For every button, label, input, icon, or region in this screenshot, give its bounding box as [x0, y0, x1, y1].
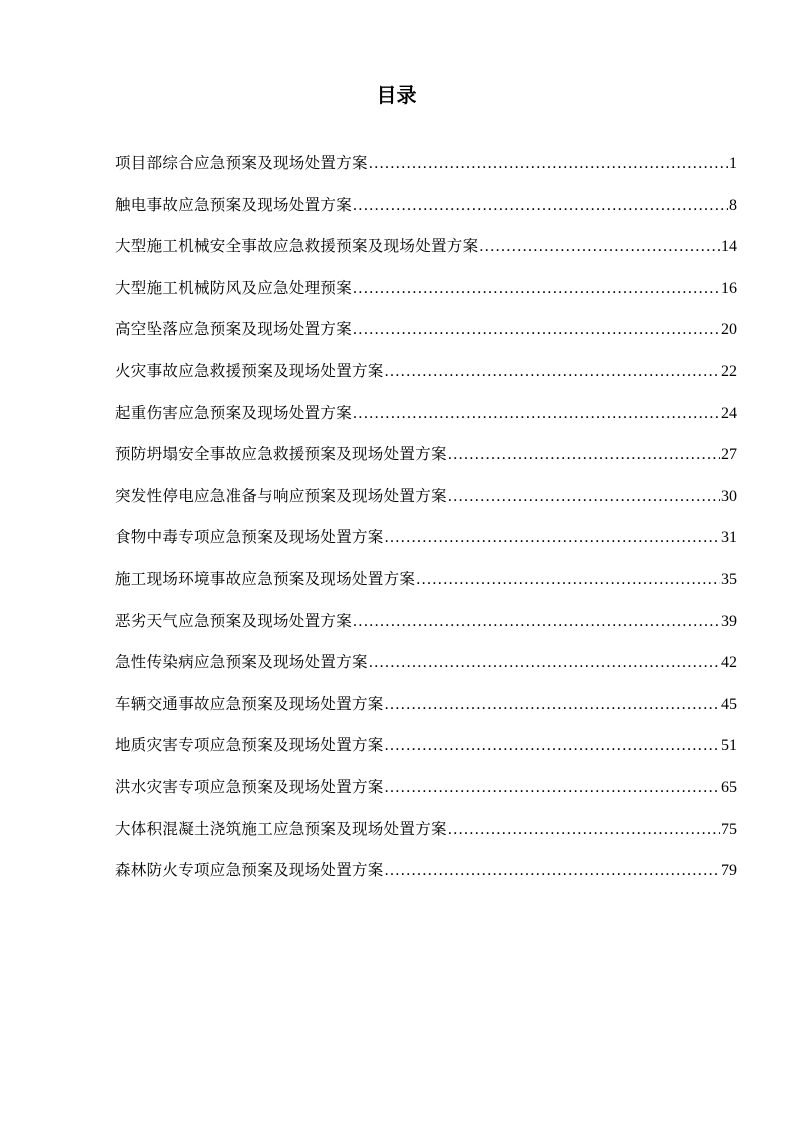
toc-leader-dots — [385, 733, 720, 759]
toc-entry-page: 65 — [721, 778, 737, 796]
toc-entry-label: 车辆交通事故应急预案及现场处置方案 — [115, 694, 384, 713]
toc-entry-page: 31 — [721, 529, 737, 547]
toc-leader-dots — [416, 567, 720, 593]
toc-entry-page: 30 — [721, 487, 737, 505]
toc-leader-dots — [448, 484, 720, 510]
toc-entry-label: 大体积混凝土浇筑施工应急预案及现场处置方案 — [115, 819, 447, 838]
toc-leader-dots — [353, 193, 728, 219]
toc-entry[interactable] — [115, 400, 737, 442]
toc-entry[interactable] — [115, 732, 737, 774]
toc-leader-dots — [385, 692, 720, 718]
toc-entry[interactable] — [115, 275, 737, 317]
toc-leader-dots — [479, 234, 720, 260]
toc-entry-label: 突发性停电应急准备与响应预案及现场处置方案 — [115, 486, 447, 505]
toc-leader-dots — [353, 317, 720, 343]
toc-entry-page: 51 — [721, 737, 737, 755]
toc-entry[interactable] — [115, 691, 737, 733]
toc-entry-label: 项目部综合应急预案及现场处置方案 — [115, 154, 368, 172]
toc-leader-dots — [385, 858, 720, 884]
toc-entry-page: 39 — [721, 612, 737, 630]
toc-entry-label: 施工现场环境事故应急预案及现场处置方案 — [115, 569, 416, 588]
toc-entry[interactable] — [115, 441, 737, 483]
toc-entry-label: 大型施工机械安全事故应急救援预案及现场处置方案 — [115, 237, 479, 256]
toc-leader-dots — [385, 525, 720, 551]
toc-entry-label: 恶劣天气应急预案及现场处置方案 — [115, 611, 353, 630]
toc-entry-label: 火灾事故应急救援预案及现场处置方案 — [115, 361, 384, 380]
toc-entry[interactable] — [115, 233, 737, 275]
toc-entry-page: 27 — [721, 446, 737, 464]
toc-entry-page: 75 — [721, 820, 737, 838]
toc-entry[interactable] — [115, 150, 737, 192]
toc-leader-dots — [353, 401, 720, 427]
toc-entry[interactable] — [115, 524, 737, 566]
toc-leader-dots — [369, 151, 728, 177]
toc-entry-label: 触电事故应急预案及现场处置方案 — [115, 195, 353, 214]
table-of-contents — [115, 150, 737, 899]
toc-entry-page: 42 — [721, 654, 737, 672]
toc-entry-page: 45 — [721, 695, 737, 713]
toc-leader-dots — [385, 359, 720, 385]
toc-entry[interactable] — [115, 608, 737, 650]
toc-entry[interactable] — [115, 358, 737, 400]
toc-entry[interactable] — [115, 816, 737, 858]
toc-leader-dots — [353, 276, 720, 302]
toc-entry-page: 79 — [721, 862, 737, 880]
toc-entry-label: 食物中毒专项应急预案及现场处置方案 — [115, 528, 384, 547]
toc-leader-dots — [448, 817, 720, 843]
toc-entry[interactable] — [115, 483, 737, 525]
toc-entry-label: 大型施工机械防风及应急处理预案 — [115, 278, 353, 297]
toc-entry[interactable] — [115, 774, 737, 816]
toc-entry-label: 高空坠落应急预案及现场处置方案 — [115, 320, 353, 339]
toc-entry-page: 16 — [721, 279, 737, 297]
toc-leader-dots — [448, 442, 720, 468]
toc-entry-page: 24 — [721, 404, 737, 422]
toc-entry[interactable] — [115, 566, 737, 608]
toc-entry-label: 急性传染病应急预案及现场处置方案 — [115, 653, 368, 672]
toc-entry-page: 8 — [729, 196, 737, 214]
toc-leader-dots — [369, 650, 720, 676]
toc-entry-label: 森林防火专项应急预案及现场处置方案 — [115, 861, 384, 880]
toc-entry[interactable] — [115, 192, 737, 234]
toc-entry[interactable] — [115, 316, 737, 358]
toc-leader-dots — [353, 609, 720, 635]
toc-entry-page: 35 — [721, 570, 737, 588]
toc-entry-label: 地质灾害专项应急预案及现场处置方案 — [115, 736, 384, 755]
toc-entry-label: 预防坍塌安全事故应急救援预案及现场处置方案 — [115, 445, 447, 464]
toc-leader-dots — [385, 775, 720, 801]
toc-entry-page: 1 — [729, 155, 737, 172]
toc-entry-page: 22 — [721, 362, 737, 380]
toc-entry-page: 14 — [721, 238, 737, 256]
toc-entry-label: 洪水灾害专项应急预案及现场处置方案 — [115, 777, 384, 796]
toc-entry[interactable] — [115, 649, 737, 691]
toc-entry-page: 20 — [721, 321, 737, 339]
toc-entry[interactable] — [115, 857, 737, 899]
page-title: 目录 — [376, 83, 417, 107]
toc-entry-label: 起重伤害应急预案及现场处置方案 — [115, 403, 353, 422]
